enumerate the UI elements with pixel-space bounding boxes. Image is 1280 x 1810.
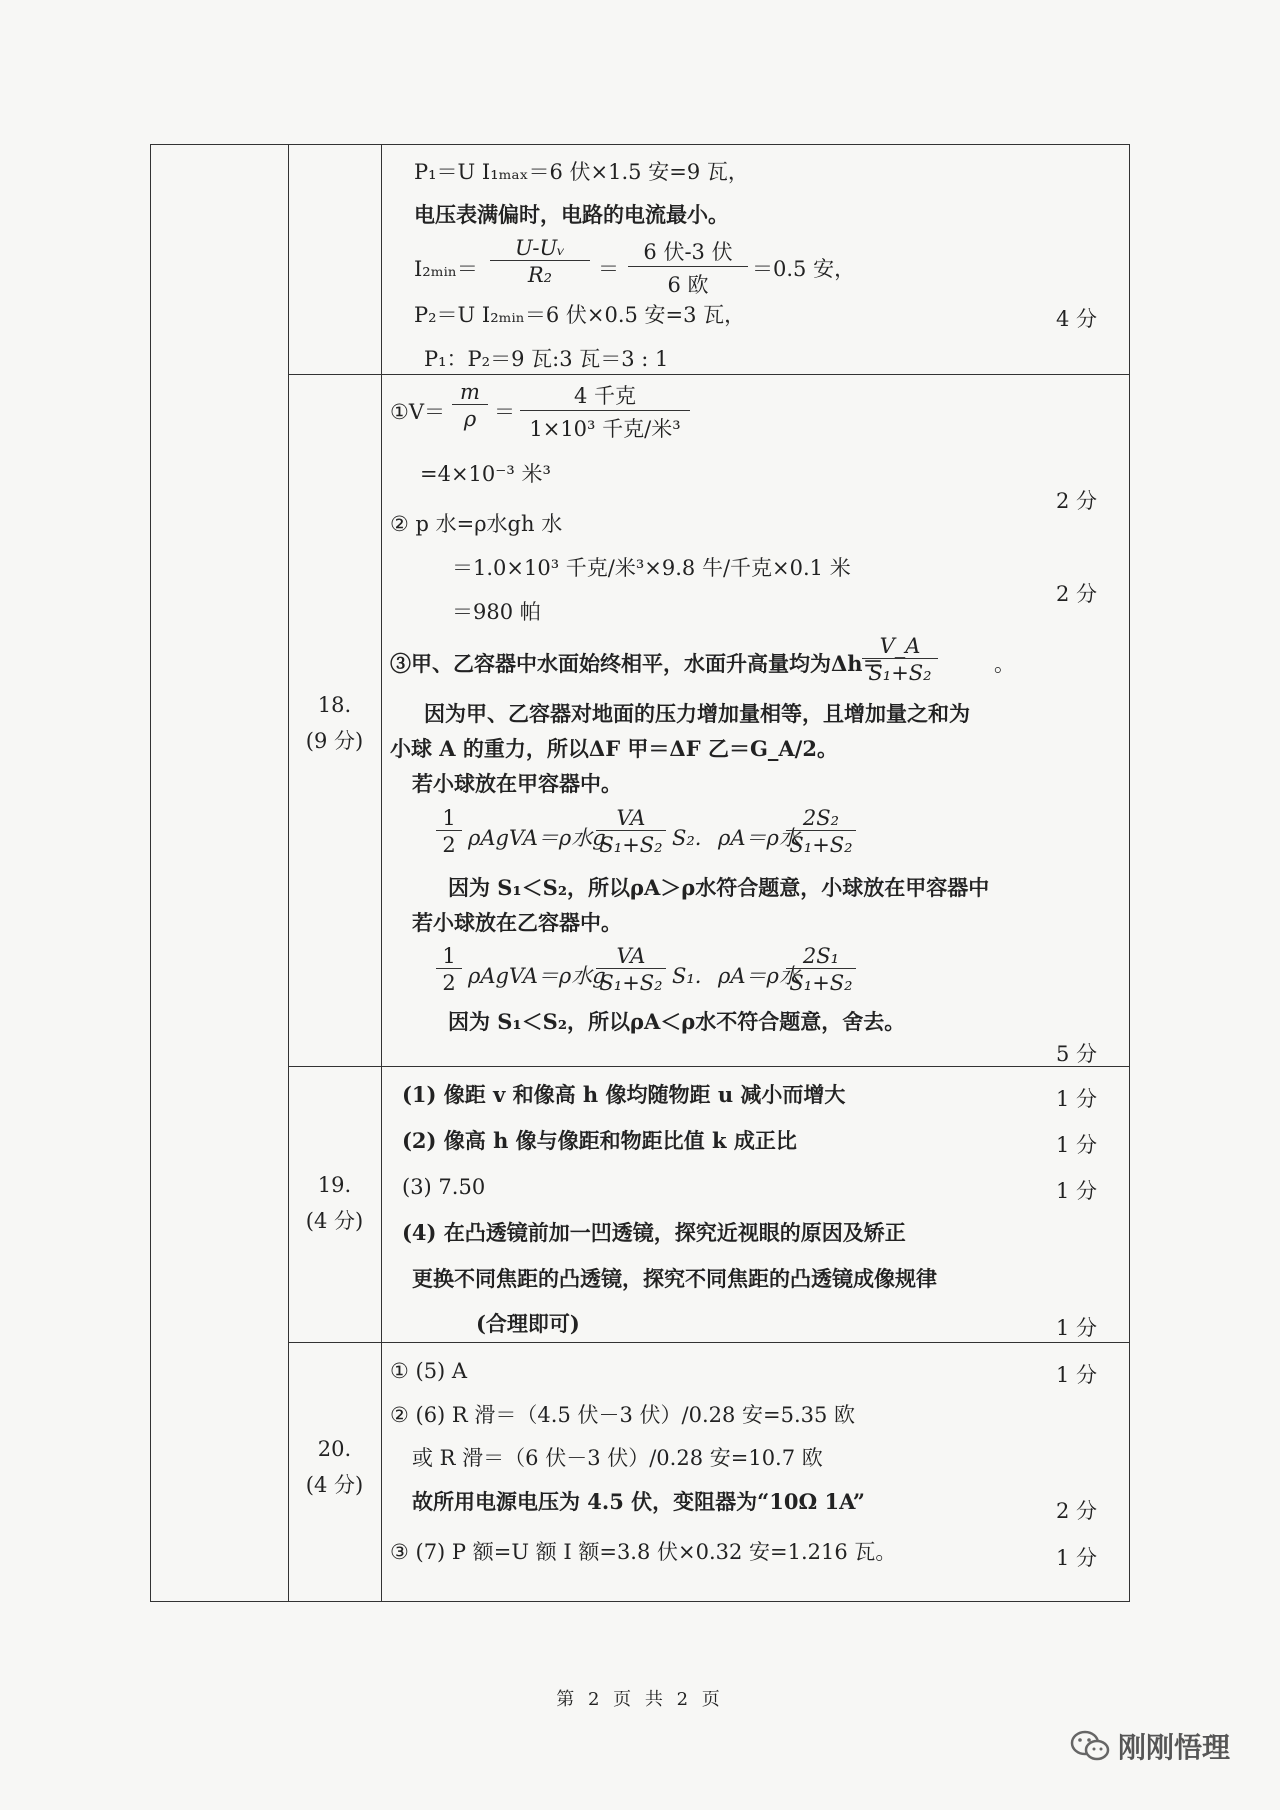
q20-number: 20. <box>317 1437 352 1461</box>
q19-score-3: 1 分 <box>1056 1179 1098 1203</box>
q20-answer-3: ③ (7) P 额=U 额 I 额=3.8 伏×0.32 安=1.216 瓦。 <box>390 1540 897 1564</box>
wechat-icon <box>1070 1729 1110 1763</box>
q17-i2min-lhs: I₂ₘᵢₙ＝ <box>414 257 478 281</box>
q18-half-1 <box>436 806 462 857</box>
q18-frac1-num: m <box>452 380 488 405</box>
q18-conclusion-yi: 因为 S₁＜S₂，所以ρA＜ρ水不符合题意，舍去。 <box>448 1009 906 1034</box>
q18-eq2-frac <box>596 944 666 995</box>
q19-score-4: 1 分 <box>1056 1316 1098 1340</box>
q18-eq1-rnum: 2S₂ <box>786 806 856 831</box>
q18-rise-end: 。 <box>994 652 1015 676</box>
q18-half2-den: 2 <box>442 971 456 995</box>
q18-eq2-mid: ρAgVA＝ρ水g <box>468 964 606 988</box>
q17-frac1-den: R₂ <box>527 263 553 287</box>
q18-eq1-den: S₁+S₂ <box>599 833 663 857</box>
q18-eq1-num: VA <box>596 806 666 831</box>
q18-points: (9 分) <box>305 728 364 753</box>
q17-p2-line: P₂＝U I₂ₘᵢₙ＝6 伏×0.5 安=3 瓦， <box>414 303 746 327</box>
table-col-divider-2 <box>381 144 382 1602</box>
row-divider-17-18 <box>288 374 1130 375</box>
q17-fraction-2 <box>628 236 748 299</box>
q18-rise-frac <box>862 634 938 685</box>
q20-label <box>288 1432 381 1503</box>
watermark-text: 刚刚悟理 <box>1118 1731 1231 1764</box>
q17-i2min-result: ＝0.5 安， <box>752 257 856 281</box>
q17-p1-line: P₁＝U I₁ₘₐₓ＝6 伏×1.5 安=9 瓦， <box>414 160 749 184</box>
q18-pressure-result: ＝980 帕 <box>452 600 541 624</box>
q18-number: 18. <box>317 693 352 717</box>
q20-answer-2a: ② (6) R 滑＝（4.5 伏－3 伏）/0.28 安=5.35 欧 <box>390 1403 856 1427</box>
q19-answer-4b: 更换不同焦距的凸透镜，探究不同焦距的凸透镜成像规律 <box>412 1266 937 1291</box>
q17-score: 4 分 <box>1056 307 1098 331</box>
q18-eq1-mid: ρAgVA＝ρ水g <box>468 826 606 850</box>
q20-score-3: 1 分 <box>1056 1546 1098 1570</box>
q18-rise-den: S₁+S₂ <box>868 661 932 685</box>
q17-min-current-note: 电压表满偏时，电路的电流最小。 <box>414 202 729 227</box>
q18-frac2-num: 4 千克 <box>520 380 690 411</box>
q18-water-rise: ③甲、乙容器中水面始终相平，水面升高量均为Δh＝ <box>390 651 884 676</box>
q19-answer-4a: (4) 在凸透镜前加一凹透镜，探究近视眼的原因及矫正 <box>402 1220 906 1245</box>
q19-answer-2: (2) 像高 h 像与像距和物距比值 k 成正比 <box>402 1128 797 1153</box>
q19-score-1: 1 分 <box>1056 1087 1098 1111</box>
q18-volume-frac2 <box>520 380 690 443</box>
q17-frac2-den: 6 欧 <box>667 273 709 297</box>
q18-score-1: 2 分 <box>1056 489 1098 513</box>
q20-answer-1: ① (5) A <box>390 1359 468 1383</box>
table-col-divider-1 <box>288 144 289 1602</box>
q19-answer-3: (3) 7.50 <box>402 1175 486 1199</box>
q19-answer-1: (1) 像距 v 和像高 h 像均随物距 u 减小而增大 <box>402 1082 846 1107</box>
q20-answer-2c: 故所用电源电压为 4.5 伏，变阻器为“10Ω 1A” <box>412 1489 865 1514</box>
q20-points: (4 分) <box>305 1472 364 1497</box>
row-divider-19-20 <box>288 1342 1130 1343</box>
watermark <box>1070 1726 1230 1766</box>
q18-eq1-frac <box>596 806 666 857</box>
q18-force-1: 因为甲、乙容器对地面的压力增加量相等，且增加量之和为 <box>424 701 970 726</box>
q19-number: 19. <box>317 1173 352 1197</box>
q17-frac2-num: 6 伏-3 伏 <box>628 236 748 267</box>
q18-eq1-rho: ρA＝ρ水 <box>718 826 800 850</box>
q18-half1-den: 2 <box>442 833 456 857</box>
q18-eq2-rho: ρA＝ρ水 <box>718 964 800 988</box>
q18-eq1-rfrac <box>786 806 856 857</box>
q18-frac2-den: 1×10³ 千克/米³ <box>529 417 681 441</box>
q18-eq2-rfrac <box>786 944 856 995</box>
q18-half-2 <box>436 944 462 995</box>
q18-label <box>288 688 381 759</box>
q18-eq1-rden: S₁+S₂ <box>789 833 853 857</box>
q17-fraction-1 <box>490 236 590 287</box>
q18-case-jia: 若小球放在甲容器中。 <box>412 771 622 796</box>
q18-eq1-s: S₂. <box>672 826 702 850</box>
q18-eq2-num: VA <box>596 944 666 969</box>
q20-score-2: 2 分 <box>1056 1499 1098 1523</box>
q18-eq2-rnum: 2S₁ <box>786 944 856 969</box>
page-footer: 第 2 页 共 2 页 <box>556 1689 724 1710</box>
q19-score-2: 1 分 <box>1056 1133 1098 1157</box>
q18-score-2: 2 分 <box>1056 582 1098 606</box>
q19-points: (4 分) <box>305 1208 364 1233</box>
q18-eq2-rden: S₁+S₂ <box>789 971 853 995</box>
q18-score-3: 5 分 <box>1056 1042 1098 1066</box>
q18-half2-num: 1 <box>436 944 462 969</box>
q18-eq: ＝ <box>494 400 515 424</box>
q19-answer-note: (合理即可) <box>476 1311 580 1336</box>
q18-eq2-s: S₁. <box>672 964 702 988</box>
q18-volume-result: =4×10⁻³ 米³ <box>420 462 551 486</box>
q20-score-1: 1 分 <box>1056 1363 1098 1387</box>
q18-frac1-den: ρ <box>463 407 477 431</box>
q18-half1-num: 1 <box>436 806 462 831</box>
row-divider-18-19 <box>288 1066 1130 1067</box>
q17-frac1-num: U-Uᵥ <box>490 236 590 261</box>
q19-label <box>288 1168 381 1239</box>
q18-case-yi: 若小球放在乙容器中。 <box>412 910 622 935</box>
q17-ratio-line: P₁：P₂＝9 瓦:3 瓦＝3 : 1 <box>424 347 669 371</box>
q17-eq: ＝ <box>598 257 619 281</box>
q20-answer-2b: 或 R 滑＝（6 伏－3 伏）/0.28 安=10.7 欧 <box>412 1446 823 1470</box>
q18-pressure-calc: ＝1.0×10³ 千克/米³×9.8 牛/千克×0.1 米 <box>452 556 851 580</box>
q18-volume-frac1 <box>452 380 488 431</box>
q18-pressure-formula: ② p 水=ρ水gh 水 <box>390 512 563 536</box>
q18-force-2: 小球 A 的重力，所以ΔF 甲＝ΔF 乙＝G_A/2。 <box>390 736 838 761</box>
q18-rise-num: V_A <box>862 634 938 659</box>
q18-conclusion-jia: 因为 S₁＜S₂，所以ρA＞ρ水符合题意，小球放在甲容器中 <box>448 875 990 900</box>
q18-volume-lhs: ①V＝ <box>390 400 445 424</box>
q18-eq2-den: S₁+S₂ <box>599 971 663 995</box>
